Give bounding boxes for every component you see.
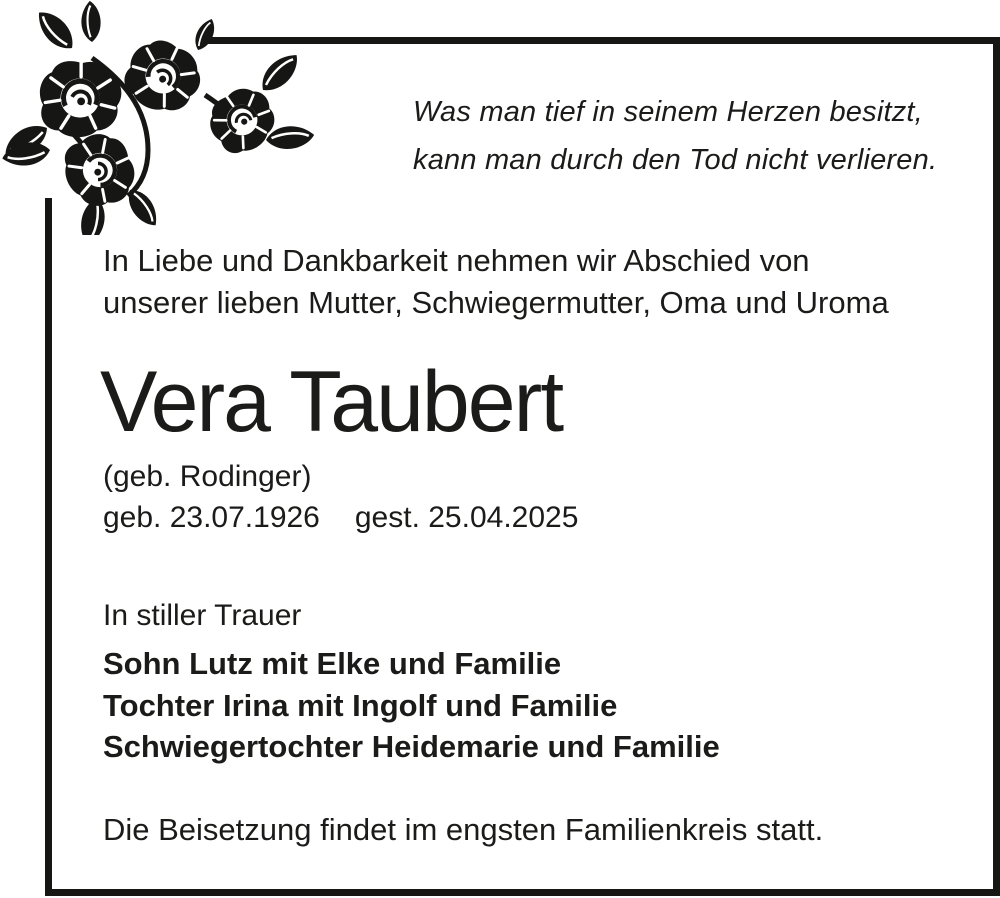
mourner-line: Tochter Irina mit Ingolf und Familie bbox=[103, 687, 618, 723]
memorial-quote-line2: kann man durch den Tod nicht verlieren. bbox=[413, 144, 938, 176]
deceased-birth-name: (geb. Rodinger) bbox=[103, 460, 312, 493]
memorial-quote-line1: Was man tief in seinem Herzen besitzt, bbox=[413, 96, 923, 128]
mourners-list bbox=[103, 643, 720, 768]
memorial-quote bbox=[413, 88, 937, 184]
funeral-note: Die Beisetzung findet im engsten Familienkreis statt. bbox=[103, 812, 824, 847]
deceased-name: Vera Taubert bbox=[100, 354, 563, 450]
mourner-line: Schwiegertochter Heidemarie und Familie bbox=[103, 729, 720, 764]
mourning-heading: In stiller Trauer bbox=[103, 599, 302, 632]
intro-line1: In Liebe und Dankbarkeit nehmen wir Abschied von bbox=[103, 243, 810, 278]
mourner-line: Sohn Lutz mit Elke und Familie bbox=[103, 646, 562, 681]
deceased-dates bbox=[103, 499, 578, 537]
birth-date: geb. 23.07.1926 bbox=[103, 501, 320, 534]
roses-illustration bbox=[0, 0, 330, 235]
death-date: gest. 25.04.2025 bbox=[354, 501, 579, 534]
intro-text bbox=[103, 240, 889, 324]
intro-line2: unserer lieben Mutter, Schwiegermutter, Oma und Uroma bbox=[103, 285, 889, 320]
